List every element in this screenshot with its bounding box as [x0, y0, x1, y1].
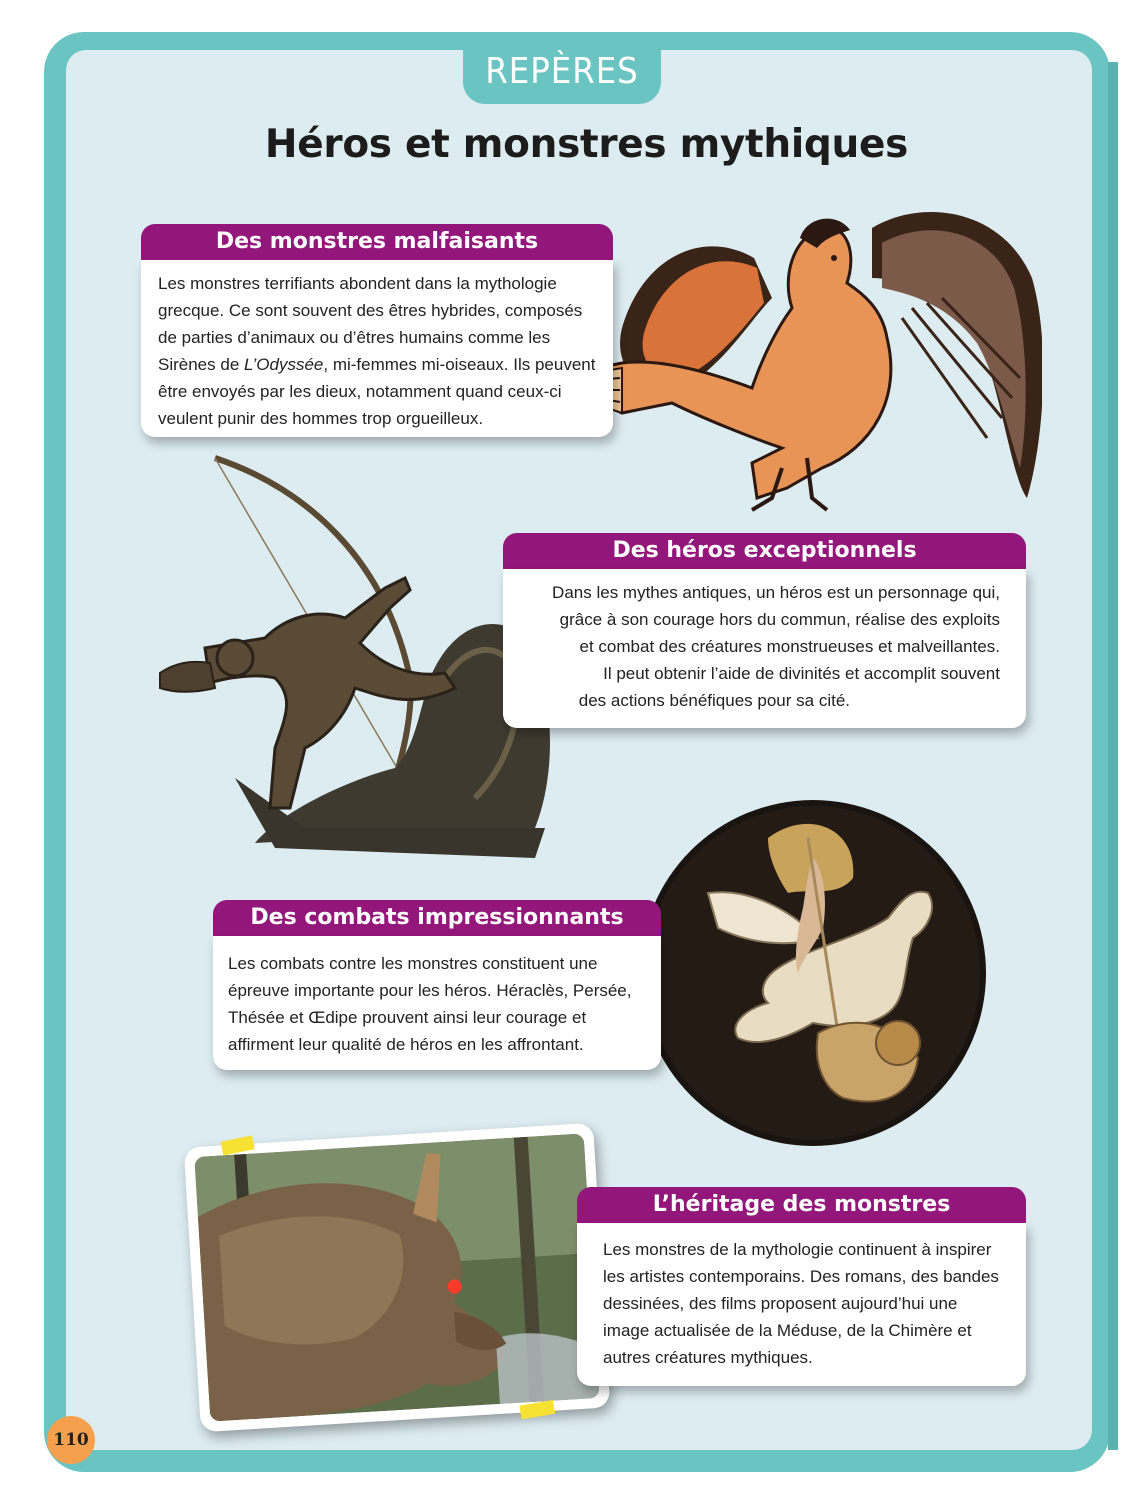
page-number: 110: [47, 1416, 95, 1464]
card-combats-impressionnants: [213, 900, 661, 1070]
card-body: [503, 569, 1026, 728]
card-line: [158, 351, 603, 378]
card-line: des actions bénéfiques pour sa cité.: [578, 691, 850, 710]
bellerophon-medallion-image: [638, 798, 988, 1148]
siren-image: [582, 198, 1042, 514]
card-line: dessinées, des films proposent aujourd’hui une: [603, 1294, 958, 1313]
card-heros-exceptionnels: [503, 533, 1026, 728]
card-line: Il peut obtenir l’aide de divinités et accomplit souvent: [603, 664, 1000, 683]
card-line: grâce à son courage hors du commun, réalise des exploits: [559, 610, 1000, 629]
card-text: Sirènes de: [158, 355, 244, 374]
card-monstres-malfaisants: [141, 224, 613, 437]
card-line: les artistes contemporains. Des romans, des bandes: [603, 1267, 999, 1286]
section-label: REPÈRES: [485, 50, 639, 92]
card-line: image actualisée de la Méduse, de la Chimère et: [603, 1321, 972, 1340]
card-heritage-monstres: [577, 1187, 1026, 1386]
card-text: , mi-femmes mi-oiseaux. Ils peuvent: [323, 355, 596, 374]
card-line: Les combats contre les monstres constituent une: [228, 954, 598, 973]
card-body: [141, 260, 613, 437]
card-line: veulent punir des hommes trop orgueilleux.: [158, 409, 484, 428]
card-body: [577, 1223, 1026, 1386]
card-line: épreuve importante pour les héros. Héraclès, Persée,: [228, 981, 632, 1000]
card-line: Thésée et Œdipe prouvent ainsi leur courage et: [228, 1008, 587, 1027]
card-line: être envoyés par les dieux, notamment quand ceux-ci: [158, 382, 562, 401]
card-line: Les monstres terrifiants abondent dans la mythologie: [158, 274, 557, 293]
card-title: Des monstres malfaisants: [141, 224, 613, 260]
page-title: Héros et monstres mythiques: [264, 122, 909, 167]
card-title: Des héros exceptionnels: [503, 533, 1026, 569]
minotaur-creature-image: [194, 1133, 599, 1421]
card-title: L’héritage des monstres: [577, 1187, 1026, 1223]
card-line: et combat des créatures monstrueuses et malveillantes.: [579, 637, 1000, 656]
card-line: de parties d’animaux ou d’êtres humains comme les: [158, 328, 551, 347]
card-title: Des combats impressionnants: [213, 900, 661, 936]
page-edge: [1108, 62, 1118, 1450]
card-line: autres créatures mythiques.: [603, 1348, 813, 1367]
section-tab: [463, 38, 661, 104]
card-text-italic: L’Odyssée: [244, 355, 324, 374]
card-line: Les monstres de la mythologie continuent à inspirer: [603, 1240, 992, 1259]
card-line: affirment leur qualité de héros en les affrontant.: [228, 1035, 584, 1054]
card-line: grecque. Ce sont souvent des êtres hybrides, composés: [158, 301, 583, 320]
film-still-photo: [184, 1123, 611, 1432]
card-line: Dans les mythes antiques, un héros est un personnage qui,: [552, 583, 1000, 602]
card-body: [213, 936, 661, 1070]
